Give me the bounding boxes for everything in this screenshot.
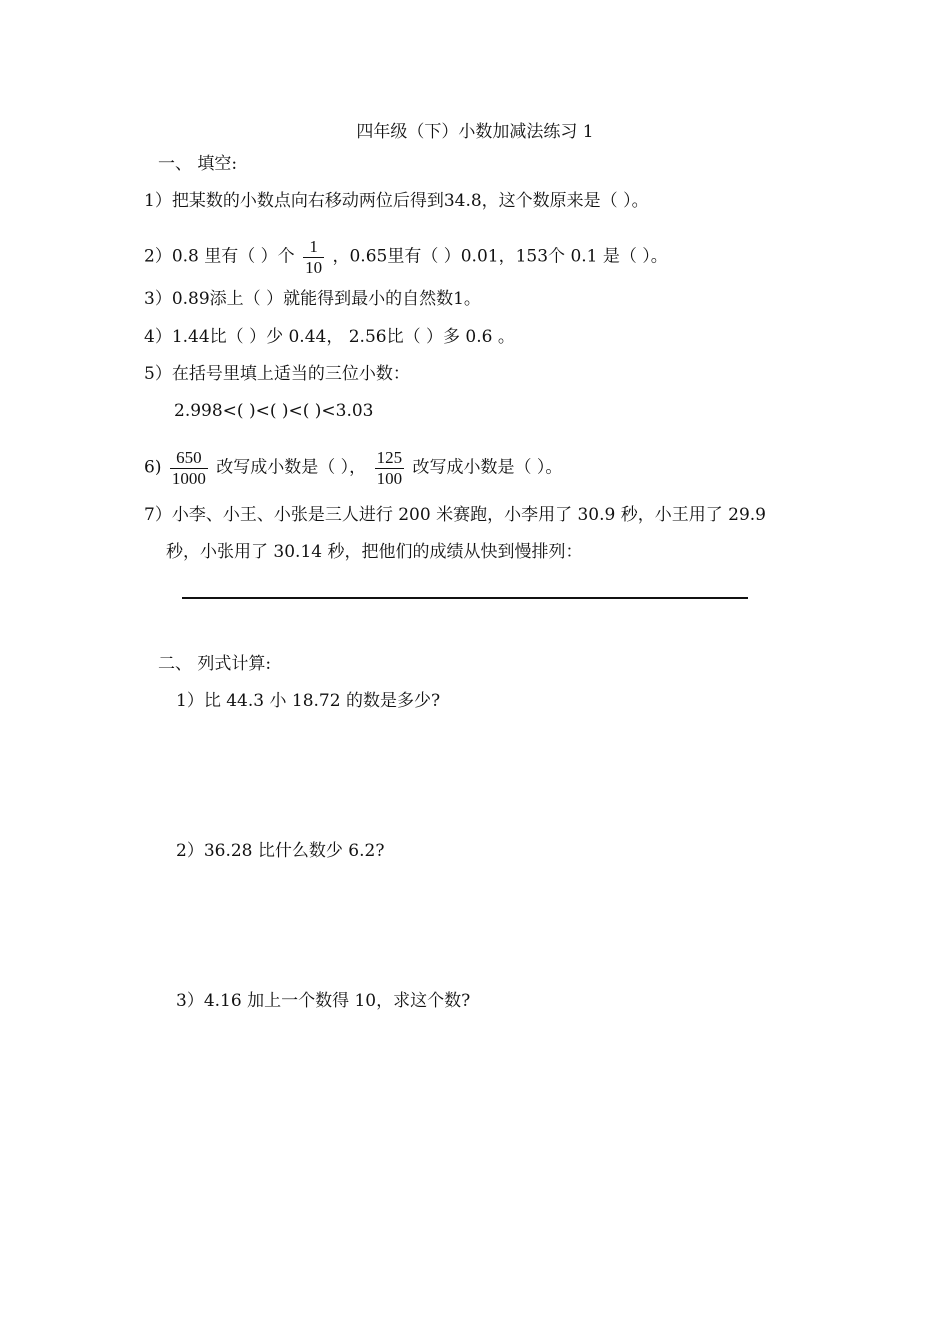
fraction-650-over-1000 (170, 448, 208, 488)
section2-heading: 二、 列式计算: (158, 654, 272, 674)
fraction-numerator: 125 (376, 448, 403, 467)
fraction-one-tenth (303, 237, 324, 277)
question-2-3: 3）4.16 加上一个数得 10，求这个数? (176, 991, 471, 1011)
question-1-3: 3）0.89添上（ ）就能得到最小的自然数1。 (144, 289, 481, 309)
question-1-1: 1）把某数的小数点向右移动两位后得到34.8，这个数原来是（ ）。 (144, 191, 649, 211)
fraction-denominator: 1000 (171, 468, 206, 488)
page-title: 四年级（下）小数加减法练习 1 (356, 122, 594, 142)
question-1-6-part-b: 改写成小数是（ ）， (216, 457, 367, 478)
question-1-4: 4）1.44比（ ）少 0.44， 2.56比（ ）多 0.6 。 (144, 327, 515, 347)
fraction-125-over-100 (375, 448, 405, 488)
question-2-2: 2）36.28 比什么数少 6.2? (176, 841, 385, 861)
question-1-6-label: 6) (144, 457, 162, 478)
question-1-5-inequality: 2.998<( )<( )<( )<3.03 (174, 401, 374, 421)
question-1-6 (144, 448, 562, 488)
question-1-7-line-2: 秒，小张用了 30.14 秒，把他们的成绩从快到慢排列： (166, 542, 583, 562)
question-1-5: 5）在括号里填上适当的三位小数： (144, 364, 410, 384)
question-1-7-line-1: 7）小李、小王、小张是三人进行 200 米赛跑，小李用了 30.9 秒，小王用了 29.9 (144, 505, 766, 525)
answer-line (182, 597, 748, 599)
question-2-1: 1）比 44.3 小 18.72 的数是多少? (176, 691, 441, 711)
question-1-6-part-c: 改写成小数是（ ）。 (412, 457, 563, 478)
question-1-2 (144, 237, 668, 277)
question-1-2-part-b: ，0.65里有（ ）0.01，153个 0.1 是（ ）。 (332, 246, 668, 267)
question-1-2-part-a: 2）0.8 里有（ ）个 (144, 246, 295, 267)
fraction-numerator: 650 (170, 448, 208, 469)
section1-heading: 一、 填空: (158, 154, 238, 174)
fraction-denominator: 100 (376, 468, 403, 488)
fraction-numerator: 1 (303, 237, 324, 258)
fraction-denominator: 10 (305, 257, 323, 277)
